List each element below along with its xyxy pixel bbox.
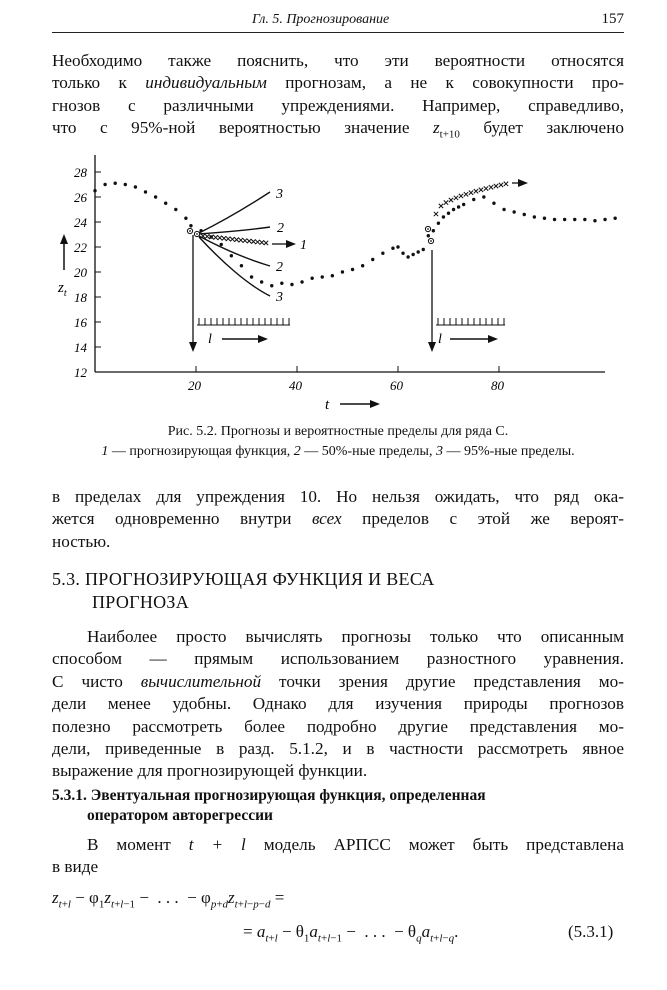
- subsection-heading-line-1: 5.3.1. Эвентуальная прогнозирующая функция, определенная: [52, 787, 486, 804]
- forecast-function-crosses: [201, 234, 268, 245]
- text-line: способом — прямым использованием разностного уравнения.: [52, 649, 624, 669]
- text-line: дели менее удобны. Однако для изучения природы прогнозов: [52, 694, 624, 714]
- data-point: [189, 224, 192, 227]
- math-z: z: [432, 118, 440, 138]
- figure-caption-line-1: Рис. 5.2. Прогнозы и вероятностные пределы для ряда С.: [167, 424, 509, 439]
- svg-text:t: t: [325, 397, 330, 413]
- forecast-cross: [213, 235, 217, 239]
- data-point: [603, 218, 606, 221]
- data-point: [502, 208, 505, 211]
- data-point: [351, 268, 354, 271]
- lead-label: l: [208, 332, 212, 347]
- data-point: [300, 280, 303, 283]
- data-point: [417, 250, 420, 253]
- forecast-cross: [201, 234, 205, 238]
- data-point: [391, 247, 394, 250]
- data-point: [462, 203, 465, 206]
- data-point: [442, 215, 445, 218]
- data-point: [613, 217, 616, 220]
- forecast-cross: [234, 237, 238, 241]
- forecast-cross: [251, 239, 255, 243]
- data-point: [563, 218, 566, 221]
- figure-caption-line-2: 1 — прогнозирующая функция, 2 — 50%-ные пределы, 3 — 95%-ные пределы.: [101, 444, 575, 459]
- forecast-cross: [484, 186, 488, 190]
- data-point: [164, 202, 167, 205]
- text-line: что с 95%-ной вероятностью значение $z_{t+10}$ будет заключено: [52, 118, 624, 141]
- data-point: [103, 183, 106, 186]
- running-header: [52, 10, 624, 33]
- data-point: [114, 182, 117, 185]
- data-point: [220, 243, 223, 246]
- data-point: [280, 282, 283, 285]
- lower-95-limit: [199, 237, 270, 296]
- emphasis: индивидуальным: [145, 73, 267, 93]
- forecast-cross: [247, 239, 251, 243]
- data-point: [401, 252, 404, 255]
- forecast-cross: [218, 236, 222, 240]
- curve-label-1: 1: [300, 238, 307, 253]
- data-point: [406, 255, 409, 258]
- y-tick-label: 14: [74, 340, 87, 355]
- data-point: [553, 218, 556, 221]
- data-point: [427, 234, 430, 237]
- data-point: [422, 248, 425, 251]
- y-tick-label: 18: [74, 290, 87, 305]
- text-line: выражение для прогнозирующей функции.: [52, 761, 368, 781]
- y-tick-label: 20: [74, 265, 87, 280]
- forecast-cross: [454, 196, 458, 200]
- lead-hatch: [199, 318, 289, 325]
- upper-50-limit: [199, 227, 270, 234]
- forecast-cross: [499, 183, 503, 187]
- curve-label-2-upper: 2: [277, 221, 284, 236]
- data-point: [583, 218, 586, 221]
- y-tick-label: 26: [74, 190, 87, 205]
- forecast-cross: [474, 189, 478, 193]
- text-line: ностью.: [52, 531, 111, 551]
- y-tick-label: 16: [74, 315, 87, 330]
- data-point: [230, 254, 233, 257]
- forecast-cross: [239, 238, 243, 242]
- data-point: [396, 245, 399, 248]
- y-ticks: [74, 165, 101, 380]
- data-point: [144, 190, 147, 193]
- y-axis-label: [57, 234, 68, 299]
- data-point: [134, 185, 137, 188]
- text-line: Необходимо также пояснить, что эти вероятности относятся: [52, 51, 624, 70]
- forecast-cross: [222, 236, 226, 240]
- forecast-cross: [489, 185, 493, 189]
- upper-95-limit: [199, 192, 270, 233]
- x-ticks: [188, 366, 505, 393]
- data-point: [437, 222, 440, 225]
- x-tick-label: 80: [491, 378, 504, 393]
- forecast-cross: [504, 182, 508, 186]
- x-axis-label: [325, 397, 380, 413]
- data-point: [512, 210, 515, 213]
- forecast-origin-20: [187, 187, 307, 352]
- data-point: [457, 205, 460, 208]
- data-point: [250, 275, 253, 278]
- y-tick-label: 28: [74, 165, 87, 180]
- data-point: [290, 283, 293, 286]
- paragraph-4: [52, 834, 624, 879]
- data-point: [533, 215, 536, 218]
- text-line: только к индивидуальным прогнозам, а не к совокупности про-: [52, 73, 624, 93]
- text-line: В момент t + l модель АРПСС может быть представлена: [87, 835, 625, 854]
- lead-label: l: [438, 332, 442, 347]
- y-tick-label: 12: [74, 365, 87, 380]
- forecast-origin-67: [425, 179, 528, 352]
- data-point: [361, 264, 364, 267]
- curve-label-3-upper: 3: [276, 187, 283, 202]
- forecast-cross: [260, 240, 264, 244]
- data-point: [411, 253, 414, 256]
- paragraph-3: [52, 626, 624, 783]
- data-point: [381, 252, 384, 255]
- data-point: [310, 277, 313, 280]
- data-point: [523, 213, 526, 216]
- subsection-heading-line-2: оператором авторегрессии: [87, 807, 273, 824]
- forecast-cross: [479, 188, 483, 192]
- forecast-cross: [226, 237, 230, 241]
- forecast-cross: [209, 235, 213, 239]
- data-point: [174, 208, 177, 211]
- data-point: [270, 284, 273, 287]
- emphasis: вычислительной: [140, 671, 262, 691]
- forecast-cross: [205, 234, 209, 238]
- lead-hatch: [438, 318, 504, 325]
- section-heading: [52, 568, 435, 614]
- paragraph-2: [52, 486, 624, 553]
- series-c-observations: [93, 182, 617, 288]
- data-point: [331, 274, 334, 277]
- data-point: [472, 198, 475, 201]
- chapter-title: Гл. 5. Прогнозирование: [252, 12, 390, 27]
- svg-text:zt: $z_t$: [58, 280, 67, 299]
- curve-label-2-lower: 2: [276, 260, 283, 275]
- data-point: [447, 212, 450, 215]
- data-point: [124, 183, 127, 186]
- forecast-cross: [439, 204, 443, 208]
- text-line: Наиболее просто вычислять прогнозы только что описанным: [87, 627, 624, 646]
- forecast-cross: [459, 194, 463, 198]
- math-inline: t + l: [188, 835, 246, 854]
- data-point: [199, 229, 202, 232]
- data-point: [593, 219, 596, 222]
- forecast-cross: [243, 238, 247, 242]
- forecast-cross: [494, 184, 498, 188]
- forecast-cross: [449, 198, 453, 202]
- data-point: [371, 258, 374, 261]
- forecast-cross: [444, 200, 448, 204]
- forecast-cross: [469, 190, 473, 194]
- data-point: [492, 202, 495, 205]
- text-line: в пределах для упреждения 10. Но нельзя ожидать, что ряд ока-: [52, 487, 624, 506]
- data-point: [184, 217, 187, 220]
- forecast-cross: [264, 241, 268, 245]
- equation-line-2: = $a_{t+l} - \theta_1a_{t+l-1}$ − . . . − $\theta_qa_{t+l-q}$.: [243, 922, 459, 945]
- equation-number: (5.3.1): [568, 922, 614, 941]
- text-line: жется одновременно внутри всех пределов с этой же вероят-: [52, 509, 624, 529]
- forecast-cross: [230, 237, 234, 241]
- text-line: полезно рассмотреть более подробно другие представления мо-: [52, 716, 624, 736]
- data-point: [573, 218, 576, 221]
- data-point: [321, 275, 324, 278]
- paragraph-1: [52, 50, 624, 146]
- page-number: 157: [601, 11, 624, 27]
- data-point: [432, 229, 435, 232]
- lower-50-limit: [199, 236, 270, 266]
- y-tick-label: 22: [74, 240, 87, 255]
- forecast-cross: [255, 240, 259, 244]
- data-point: [482, 195, 485, 198]
- text-line: дели, приведенные в разд. 5.1.2, и в частности рассмотреть явное: [52, 739, 624, 759]
- data-point: [543, 217, 546, 220]
- forecast-cross: [434, 212, 438, 216]
- section-heading-line-2: ПРОГНОЗА: [92, 592, 190, 612]
- data-point: [93, 189, 96, 192]
- x-tick-label: 20: [188, 378, 201, 393]
- y-tick-label: 24: [74, 215, 87, 230]
- curve-label-3-lower: 3: [276, 290, 283, 305]
- forecast-cross: [464, 192, 468, 196]
- subsection-heading: [52, 786, 486, 826]
- x-tick-label: 60: [390, 378, 403, 393]
- forecast-function-crosses: [434, 182, 508, 217]
- math-subscript: t+10: [439, 128, 460, 141]
- data-point: [154, 195, 157, 198]
- data-point: [452, 208, 455, 211]
- text-line: С чисто вычислительной точки зрения другие представления мо-: [52, 671, 624, 691]
- data-point: [260, 280, 263, 283]
- text-line: в виде: [52, 857, 99, 877]
- x-tick-label: 40: [289, 378, 302, 393]
- section-heading-line-1: 5.3. ПРОГНОЗИРУЮЩАЯ ФУНКЦИЯ И ВЕСА: [52, 569, 435, 589]
- data-point: [209, 235, 212, 238]
- text-line: гнозов с различными упреждениями. Например, справедливо,: [52, 95, 624, 115]
- equation-line-1: $z_{t+l} - \varphi_1z_{t+l-1}$ − . . . − $\varphi_{p+d}z_{t+l-p-d}$ =: [52, 888, 285, 911]
- data-point: [341, 270, 344, 273]
- emphasis: всех: [311, 509, 342, 529]
- data-point: [240, 264, 243, 267]
